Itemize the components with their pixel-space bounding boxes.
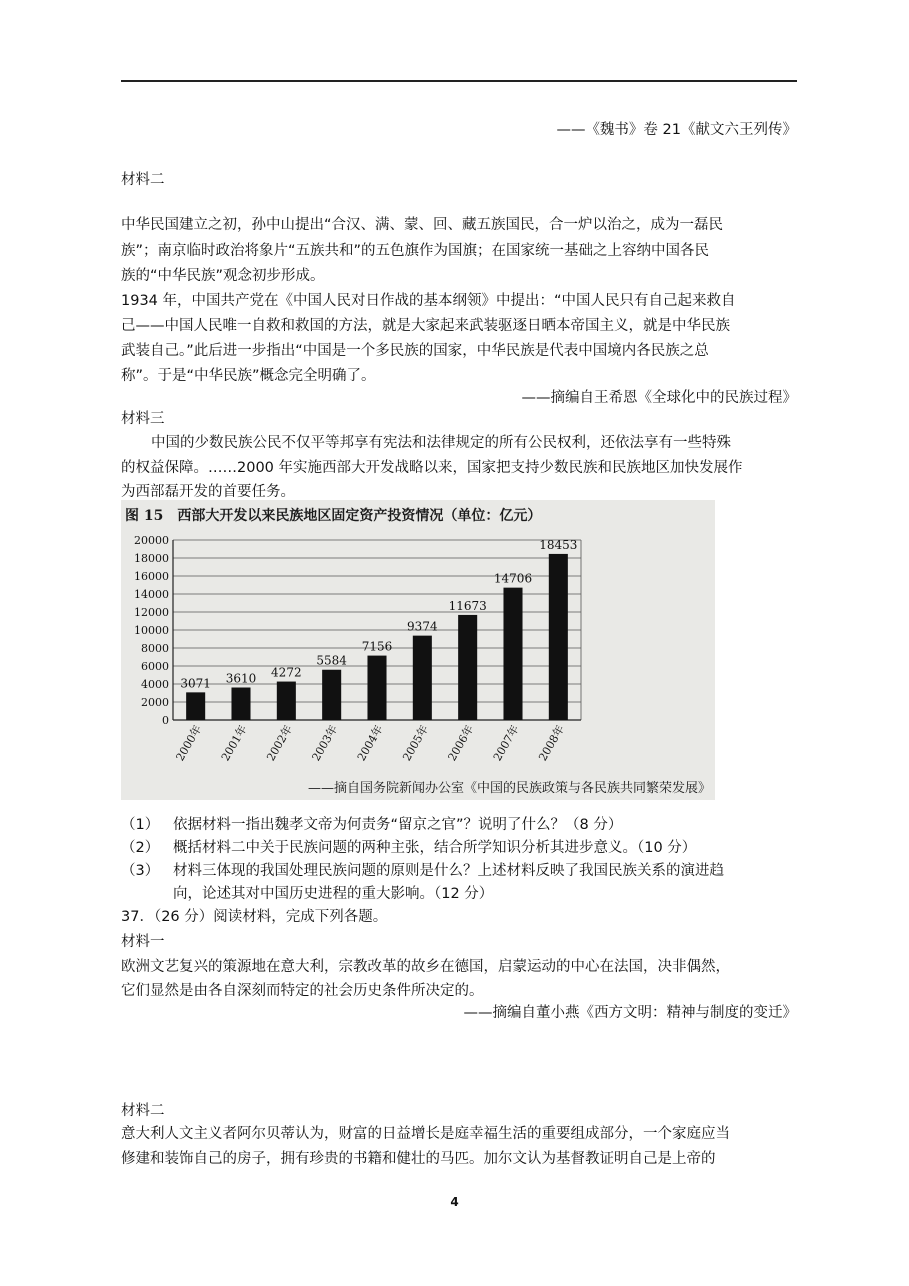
q37-material-2-heading: 材料二	[121, 1103, 165, 1119]
y-tick-label: 14000	[134, 588, 169, 601]
y-tick-label: 6000	[141, 660, 169, 673]
question-number: （1）	[121, 817, 160, 833]
source-citation-1: ——《魏书》卷 21《献文六王列传》	[556, 122, 797, 138]
paragraph-line: 己——中国人民唯一自救和救国的方法，就是大家起来武装驱逐日晒本帝国主义，就是中华民族	[121, 318, 730, 334]
bar	[231, 688, 250, 720]
bar-value-label: 9374	[407, 619, 438, 634]
bar	[549, 554, 568, 720]
chart-title: 图 15 西部大开发以来民族地区固定资产投资情况（单位：亿元）	[125, 508, 542, 524]
question-number: （3）	[121, 863, 160, 879]
question-2	[121, 838, 797, 858]
paragraph-line: 欧洲文艺复兴的策源地在意大利，宗教改革的故乡在德国，启蒙运动的中心在法国，决非偶然，	[121, 959, 730, 975]
question-number: （2）	[121, 840, 160, 856]
q37-material-1-heading: 材料一	[121, 934, 165, 950]
bar-value-label: 18453	[539, 537, 578, 552]
paragraph-line: 1934 年，中国共产党在《中国人民对日作战的基本纲领》中提出：“中国人民只有自己起来救自	[121, 293, 736, 309]
bar	[413, 636, 432, 720]
paragraph-line: 它们显然是由各自深刻而特定的社会历史条件所决定的。	[121, 983, 484, 999]
bar-chart-figure	[121, 500, 715, 800]
bar	[186, 692, 205, 720]
page-number: 4	[450, 1195, 459, 1209]
paragraph-line: 族”；南京临时政治将象片“五族共和”的五色旗作为国旗；在国家统一基础之上容纳中国各民	[121, 243, 710, 259]
header-rule	[121, 80, 797, 82]
paragraph-line: 称”。于是“中华民族”概念完全明确了。	[121, 368, 376, 384]
bar	[503, 588, 522, 720]
x-tick-label: 2008年	[536, 723, 567, 764]
question-1	[121, 815, 797, 835]
x-tick-label: 2007年	[490, 723, 522, 764]
bar-value-label: 14706	[493, 571, 533, 586]
chart-source: ——摘自国务院新闻办公室《中国的民族政策与各民族共同繁荣发展》	[307, 781, 711, 796]
question-text: 概括材料二中关于民族问题的两种主张，结合所学知识分析其进步意义。（10 分）	[173, 840, 697, 856]
x-tick-label: 2002年	[264, 723, 295, 764]
x-tick-label: 2000年	[173, 723, 205, 764]
y-tick-label: 16000	[134, 570, 169, 583]
source-citation-3: ——摘编自董小燕《西方文明：精神与制度的变迁》	[463, 1005, 797, 1021]
bar	[367, 656, 386, 720]
question-3	[121, 861, 797, 881]
y-tick-label: 10000	[134, 624, 169, 637]
x-tick-label: 2006年	[445, 723, 477, 764]
paragraph-line: 意大利人文主义者阿尔贝蒂认为，财富的日益增长是庭幸福生活的重要组成部分，一个家庭应当	[121, 1126, 730, 1142]
bar	[277, 682, 296, 720]
bar-value-label: 4272	[271, 665, 302, 680]
source-citation-2: ——摘编自王希恩《全球化中的民族过程》	[521, 390, 797, 406]
y-tick-label: 8000	[141, 642, 169, 655]
question-text: 依据材料一指出魏孝文帝为何责务“留京之官”？说明了什么？（8 分）	[173, 817, 623, 833]
paragraph-line: 族的“中华民族”观念初步形成。	[121, 268, 325, 284]
bar-value-label: 11673	[448, 598, 487, 613]
x-tick-label: 2001年	[218, 723, 250, 764]
bar	[458, 615, 477, 720]
y-tick-label: 2000	[141, 696, 169, 709]
x-tick-label: 2005年	[400, 723, 431, 764]
material-2-heading: 材料二	[121, 172, 165, 188]
material-3-heading: 材料三	[121, 411, 165, 427]
bar-chart	[121, 500, 715, 800]
bar-value-label: 3610	[225, 671, 257, 686]
question-3-continuation: 向，论述其对中国历史进程的重大影响。（12 分）	[173, 886, 494, 902]
y-tick-label: 12000	[134, 606, 169, 619]
y-tick-label: 0	[162, 714, 169, 727]
y-tick-label: 18000	[134, 552, 169, 565]
bar-value-label: 7156	[361, 639, 393, 654]
bar-value-label: 5584	[316, 653, 347, 668]
question-37-header: 37．（26 分）阅读材料，完成下列各题。	[121, 909, 388, 925]
question-text: 材料三体现的我国处理民族问题的原则是什么？上述材料反映了我国民族关系的演进趋	[173, 863, 724, 879]
paragraph-line: 武装自己。”此后进一步指出“中国是一个多民族的国家，中华民族是代表中国境内各民族之总	[121, 343, 709, 359]
y-tick-label: 20000	[134, 534, 169, 547]
paragraph-line: 修建和装饰自己的房子，拥有珍贵的书籍和健壮的马匹。加尔文认为基督教证明自己是上帝的	[121, 1151, 716, 1167]
x-tick-label: 2004年	[354, 723, 386, 764]
bar	[322, 670, 341, 720]
y-tick-label: 4000	[141, 678, 169, 691]
paragraph-line: 中国的少数民族公民不仅平等邦享有宪法和法律规定的所有公民权利，还依法享有一些特殊	[151, 435, 731, 451]
bar-value-label: 3071	[180, 676, 211, 691]
paragraph-line: 中华民国建立之初，孙中山提出“合汉、满、蒙、回、藏五族国民，合一炉以治之，成为一磊民	[121, 217, 724, 233]
paragraph-line: 为西部磊开发的首要任务。	[121, 484, 295, 500]
paragraph-line: 的权益保障。……2000 年实施西部大开发战略以来，国家把支持少数民族和民族地区加快发展作	[121, 460, 743, 476]
x-tick-label: 2003年	[309, 723, 341, 764]
